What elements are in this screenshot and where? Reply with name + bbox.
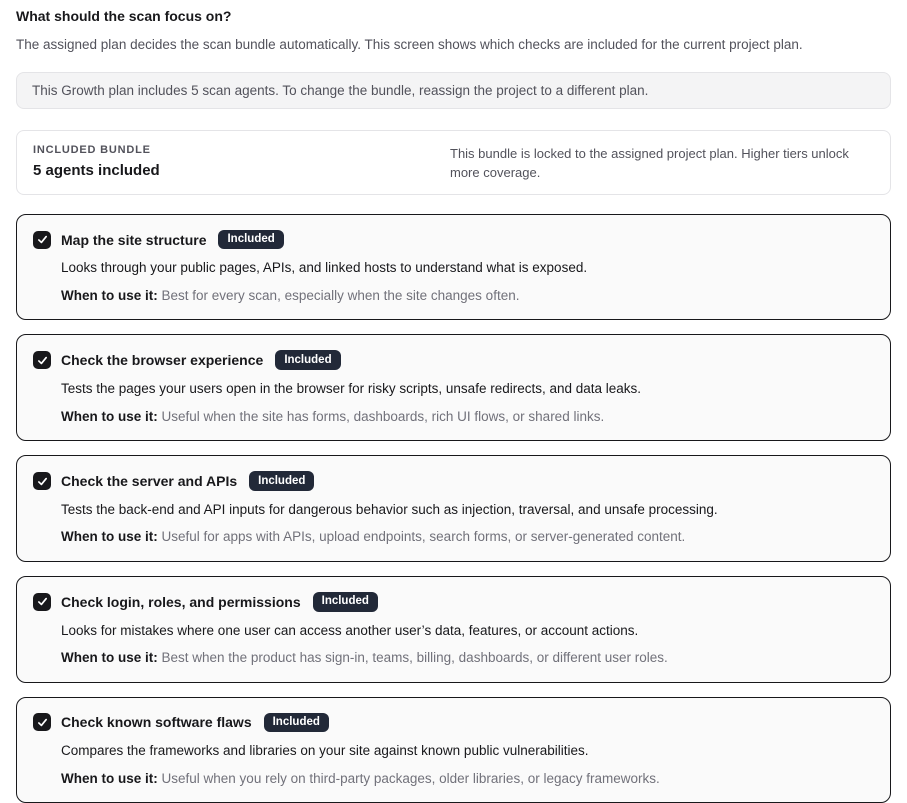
agent-card-header [33,592,874,612]
when-to-use-label: When to use it: [61,650,158,666]
agent-description: Looks through your public pages, APIs, and linked hosts to understand what is exposed. [61,260,588,276]
agent-when-to-use [61,649,874,667]
plan-info-banner [16,72,891,109]
agent-title: Check known software flaws [61,714,252,731]
agent-card [16,455,891,562]
bundle-agent-count: 5 agents included [33,162,160,180]
agent-card [16,576,891,683]
included-badge: Included [313,592,378,612]
when-to-use-label: When to use it: [61,529,158,545]
agent-card-header [33,230,874,250]
agent-title: Check login, roles, and permissions [61,593,301,610]
agent-when-to-use [61,408,874,426]
included-bundle-card [16,130,891,194]
agent-description: Tests the back-end and API inputs for dangerous behavior such as injection, traversal, and unsafe processing. [61,501,718,517]
plan-info-banner-text: This Growth plan includes 5 scan agents. To change the bundle, reassign the project to a different plan. [32,83,649,99]
agent-when-to-use [61,528,874,546]
bundle-summary [33,144,160,179]
agent-title: Check the browser experience [61,352,264,369]
check-icon [37,355,48,366]
agent-when-to-use [61,287,874,305]
when-to-use-label: When to use it: [61,287,158,303]
agent-description: Looks for mistakes where one user can access another user’s data, features, or account actions. [61,622,639,638]
check-icon [37,596,48,607]
included-badge: Included [275,350,340,370]
agent-checkbox[interactable] [33,593,51,611]
agent-card-header [33,471,874,491]
agent-checkbox[interactable] [33,472,51,490]
agent-description: Compares the frameworks and libraries on your site against known public vulnerabilities. [61,743,589,759]
when-to-use-text: Useful for apps with APIs, upload endpoints, search forms, or server-generated content. [161,529,686,545]
when-to-use-label: When to use it: [61,770,158,786]
agent-checkbox[interactable] [33,351,51,369]
page-title: What should the scan focus on? [16,8,232,24]
when-to-use-text: Useful when the site has forms, dashboards, rich UI flows, or shared links. [161,408,605,424]
agent-title: Map the site structure [61,231,207,248]
included-badge: Included [264,713,329,733]
check-icon [37,234,48,245]
when-to-use-label: When to use it: [61,408,158,424]
agent-checkbox[interactable] [33,713,51,731]
bundle-locked-note: This bundle is locked to the assigned project plan. Higher tiers unlock more coverage. [450,146,849,180]
check-icon [37,476,48,487]
agent-checkbox[interactable] [33,231,51,249]
when-to-use-text: Best when the product has sign-in, teams, billing, dashboards, or different user roles. [161,650,668,666]
check-icon [37,717,48,728]
page-subtitle: The assigned plan decides the scan bundle automatically. This screen shows which checks are included for the current project plan. [16,36,803,52]
agent-when-to-use [61,770,874,788]
agent-card-header [33,350,874,370]
when-to-use-text: Best for every scan, especially when the site changes often. [161,287,520,303]
agent-card-list [16,214,891,803]
included-badge: Included [249,471,314,491]
when-to-use-text: Useful when you rely on third-party packages, older libraries, or legacy frameworks. [161,770,660,786]
bundle-label: INCLUDED BUNDLE [33,144,151,157]
agent-card [16,214,891,321]
agent-card [16,334,891,441]
included-badge: Included [218,230,283,250]
agent-title: Check the server and APIs [61,473,238,489]
agent-card-header [33,713,874,733]
agent-card [16,697,891,803]
agent-description: Tests the pages your users open in the browser for risky scripts, unsafe redirects, and data leaks. [61,381,642,397]
